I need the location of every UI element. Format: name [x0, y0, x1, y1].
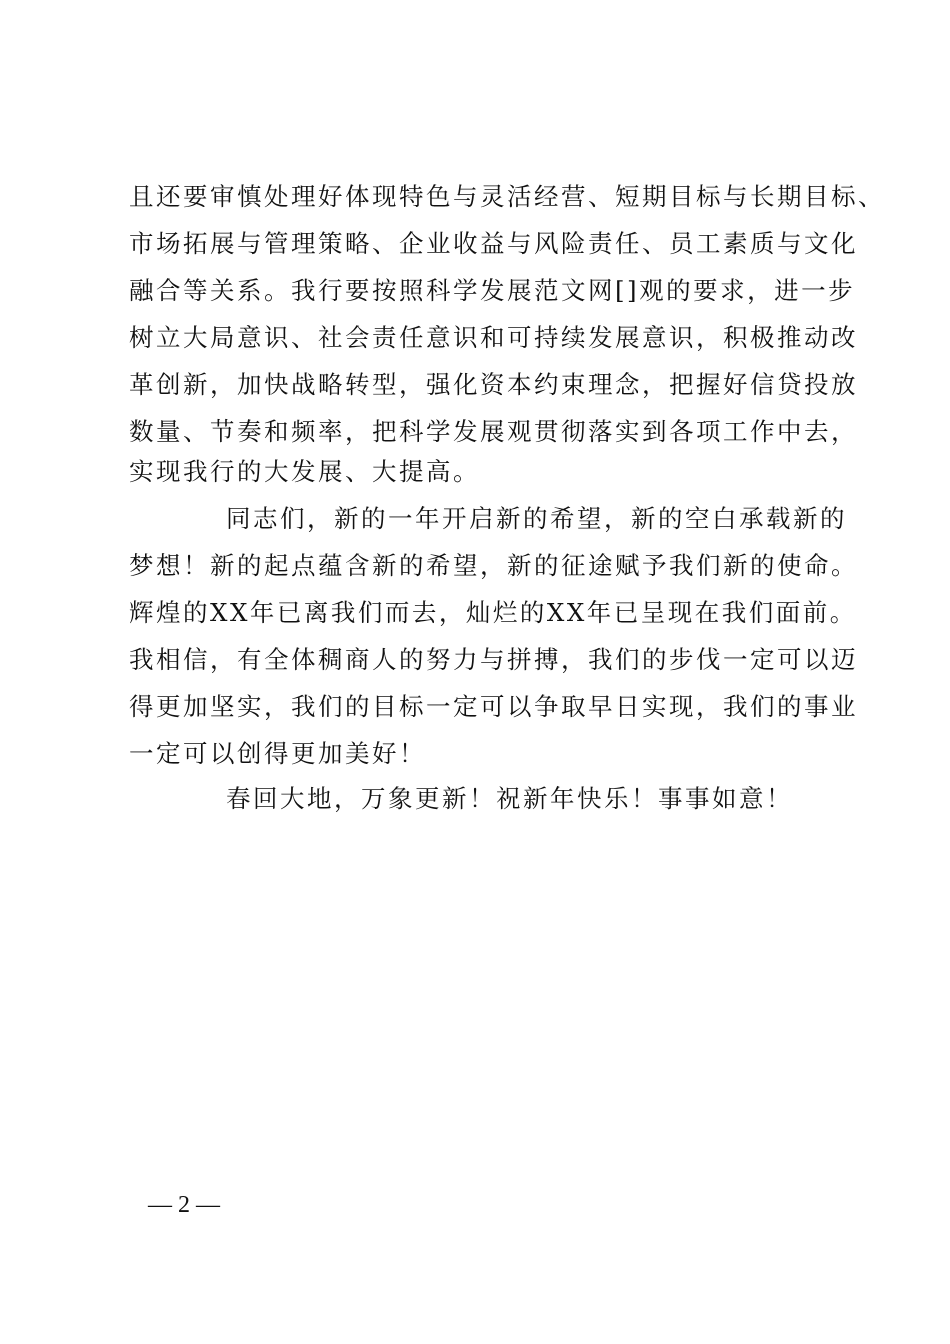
paragraph-3-line-1: 春回大地，万象更新！祝新年快乐！事事如意！: [226, 784, 793, 813]
paragraph-2-line-5: 得更加坚实，我们的目标一定可以争取早日实现，我们的事业: [129, 692, 858, 721]
paragraph-1-line-7: 实现我行的大发展、大提高。: [129, 457, 480, 486]
paragraph-1-line-4: 树立大局意识、社会责任意识和可持续发展意识，积极推动改: [129, 323, 858, 352]
paragraph-2-line-4: 我相信，有全体稠商人的努力与拼搏，我们的步伐一定可以迈: [129, 645, 858, 674]
paragraph-2-line-3: 辉煌的XX年已离我们而去，灿烂的XX年已呈现在我们面前。: [129, 598, 857, 627]
paragraph-1-line-2: 市场拓展与管理策略、企业收益与风险责任、员工素质与文化: [129, 229, 858, 258]
paragraph-2-line-6: 一定可以创得更加美好！: [129, 739, 426, 768]
page-number: — 2 —: [148, 1192, 220, 1218]
paragraph-2-line-1: 同志们，新的一年开启新的希望，新的空白承载新的: [226, 504, 847, 533]
paragraph-2-line-2: 梦想！新的起点蕴含新的希望，新的征途赋予我们新的使命。: [129, 551, 858, 580]
paragraph-1-line-5: 革创新，加快战略转型，强化资本约束理念，把握好信贷投放: [129, 370, 858, 399]
paragraph-1-line-6: 数量、节奏和频率，把科学发展观贯彻落实到各项工作中去，: [129, 417, 858, 446]
paragraph-1-line-1: 且还要审慎处理好体现特色与灵活经营、短期目标与长期目标、: [129, 182, 885, 211]
paragraph-1-line-3: 融合等关系。我行要按照科学发展范文网[]观的要求，进一步: [129, 276, 856, 305]
